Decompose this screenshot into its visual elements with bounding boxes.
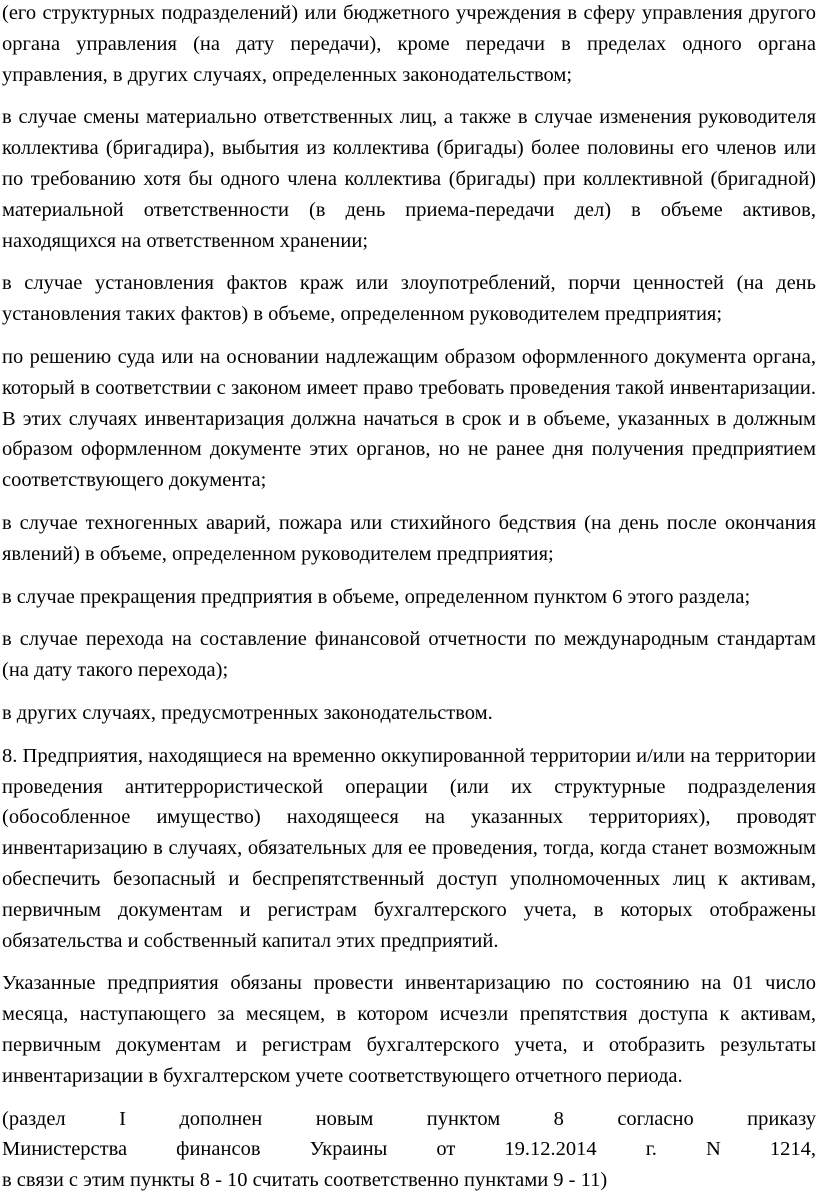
paragraph-other-cases: в других случаях, предусмотренных законодательством. xyxy=(2,701,493,724)
amendment-note-line-3: в связи с этим пункты 8 - 10 считать соответственно пунктами 9 - 11) xyxy=(2,1169,608,1192)
amendment-note-line-2: Министерства финансов Украины от 19.12.2014 г. N 1214, xyxy=(2,1138,816,1161)
paragraph-transfer-of-management: (его структурных подразделений) или бюджетного учреждения в сферу управления другого органа управления (на дату передачи), кроме передачи в пределах одного органа управления, в других случаях, определенных законодательством; xyxy=(2,2,816,86)
paragraph-court-decision: по решению суда или на основании надлежащим образом оформленного документа органа, который в соответствии с законом имеет право требовать проведения такой инвентаризации. В этих случаях инвентаризация должна начаться в срок и в объеме, указанных в должным образом оформленном документе этих органов, но не ранее дня получения предприятием соответствующего документа; xyxy=(2,345,816,492)
paragraph-item-8-occupied-territory: 8. Предприятия, находящиеся на временно оккупированной территории и/или на территории проведения антитеррористической операции (или их структурные подразделения (обособленное имущество) находящееся на указанных территориях), проводят инвентаризацию в случаях, обязательных для ее проведения, тогда, когда станет возможным обеспечить безопасный и беспрепятственный доступ уполномоченных лиц к активам, первичным документам и регистрам бухгалтерского учета, в которых отображены обязательства и собственный капитал этих предприятий. xyxy=(2,744,816,952)
paragraph-technogenic-accidents: в случае техногенных аварий, пожара или стихийного бедствия (на день после окончания явлений) в объеме, определенном руководителем предприятия; xyxy=(2,511,816,565)
paragraph-transition-to-ifrs: в случае перехода на составление финансовой отчетности по международным стандартам (на дату такого перехода); xyxy=(2,628,816,682)
paragraph-inventory-obligation: Указанные предприятия обязаны провести инвентаризацию по состоянию на 01 число месяца, наступающего за месяцем, в котором исчезли препятствия доступа к активам, первичным документам и регистрам бухгалтерского учета, и отобразить результаты инвентаризации в бухгалтерском учете соответствующего отчетного периода. xyxy=(2,972,816,1087)
paragraph-change-of-responsible-persons: в случае смены материально ответственных лиц, а также в случае изменения руководителя коллектива (бригадира), выбытия из коллектива (бригады) более половины его членов или по требованию хотя бы одного члена коллектива (бригады) при коллективной (бригадной) материальной ответственности (в день приема-передачи дел) в объеме активов, находящихся на ответственном хранении; xyxy=(2,106,816,252)
paragraph-termination-of-enterprise: в случае прекращения предприятия в объеме, определенном пунктом 6 этого раздела; xyxy=(2,585,751,608)
amendment-note-line-1: (раздел I дополнен новым пунктом 8 согласно приказу xyxy=(2,1107,816,1130)
paragraph-theft-or-abuse: в случае установления фактов краж или злоупотреблений, порчи ценностей (на день установления таких фактов) в объеме, определенном руководителем предприятия; xyxy=(2,272,816,326)
